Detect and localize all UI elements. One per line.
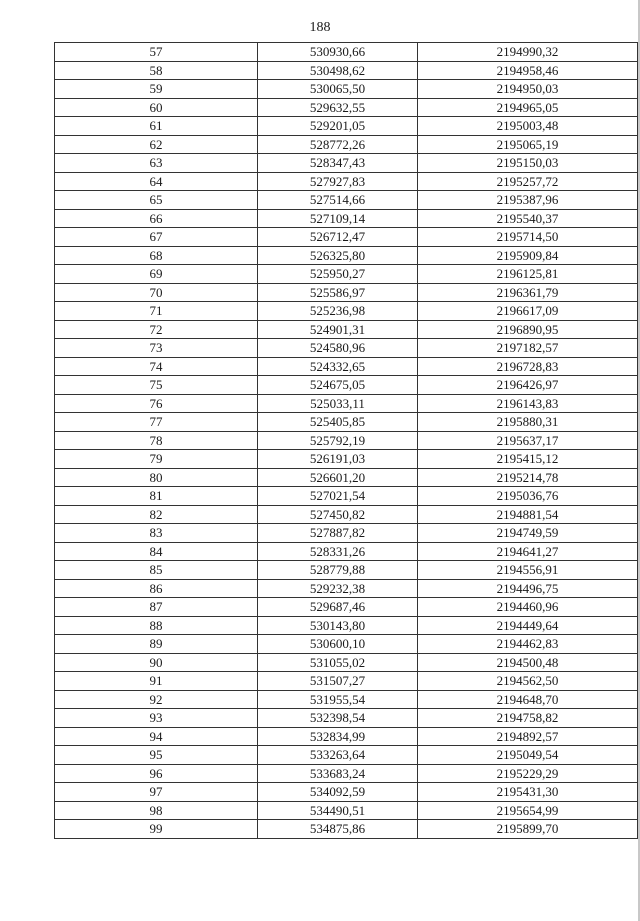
- x-coordinate-cell: 527927,83: [258, 172, 418, 191]
- y-coordinate-cell: 2196617,09: [418, 302, 638, 321]
- table-row: [55, 376, 638, 395]
- y-coordinate-cell: 2194758,82: [418, 709, 638, 728]
- table-row: [55, 653, 638, 672]
- y-coordinate-cell: 2195049,54: [418, 746, 638, 765]
- y-coordinate-cell: 2195003,48: [418, 117, 638, 136]
- point-number-cell: 60: [55, 98, 258, 117]
- point-number-cell: 62: [55, 135, 258, 154]
- table-row: [55, 154, 638, 173]
- x-coordinate-cell: 526601,20: [258, 468, 418, 487]
- table-row: [55, 98, 638, 117]
- point-number-cell: 73: [55, 339, 258, 358]
- point-number-cell: 85: [55, 561, 258, 580]
- table-row: [55, 61, 638, 80]
- y-coordinate-cell: 2194500,48: [418, 653, 638, 672]
- point-number-cell: 63: [55, 154, 258, 173]
- y-coordinate-cell: 2196361,79: [418, 283, 638, 302]
- point-number-cell: 61: [55, 117, 258, 136]
- point-number-cell: 59: [55, 80, 258, 99]
- x-coordinate-cell: 530600,10: [258, 635, 418, 654]
- y-coordinate-cell: 2195387,96: [418, 191, 638, 210]
- table-row: [55, 690, 638, 709]
- x-coordinate-cell: 533683,24: [258, 764, 418, 783]
- point-number-cell: 98: [55, 801, 258, 820]
- x-coordinate-cell: 532398,54: [258, 709, 418, 728]
- x-coordinate-cell: 534875,86: [258, 820, 418, 839]
- table-row: [55, 820, 638, 839]
- y-coordinate-cell: 2194449,64: [418, 616, 638, 635]
- point-number-cell: 87: [55, 598, 258, 617]
- y-coordinate-cell: 2197182,57: [418, 339, 638, 358]
- x-coordinate-cell: 528772,26: [258, 135, 418, 154]
- x-coordinate-cell: 527450,82: [258, 505, 418, 524]
- table-row: [55, 172, 638, 191]
- point-number-cell: 90: [55, 653, 258, 672]
- y-coordinate-cell: 2196890,95: [418, 320, 638, 339]
- point-number-cell: 86: [55, 579, 258, 598]
- point-number-cell: 79: [55, 450, 258, 469]
- x-coordinate-cell: 525033,11: [258, 394, 418, 413]
- point-number-cell: 58: [55, 61, 258, 80]
- point-number-cell: 65: [55, 191, 258, 210]
- table-row: [55, 468, 638, 487]
- y-coordinate-cell: 2194881,54: [418, 505, 638, 524]
- x-coordinate-cell: 531507,27: [258, 672, 418, 691]
- y-coordinate-cell: 2195431,30: [418, 783, 638, 802]
- table-row: [55, 283, 638, 302]
- point-number-cell: 92: [55, 690, 258, 709]
- x-coordinate-cell: 529687,46: [258, 598, 418, 617]
- point-number-cell: 84: [55, 542, 258, 561]
- point-number-cell: 72: [55, 320, 258, 339]
- table-row: [55, 339, 638, 358]
- x-coordinate-cell: 530065,50: [258, 80, 418, 99]
- y-coordinate-cell: 2195637,17: [418, 431, 638, 450]
- x-coordinate-cell: 529201,05: [258, 117, 418, 136]
- point-number-cell: 76: [55, 394, 258, 413]
- point-number-cell: 88: [55, 616, 258, 635]
- table-row: [55, 209, 638, 228]
- point-number-cell: 91: [55, 672, 258, 691]
- y-coordinate-cell: 2195415,12: [418, 450, 638, 469]
- point-number-cell: 69: [55, 265, 258, 284]
- point-number-cell: 78: [55, 431, 258, 450]
- x-coordinate-cell: 528779,88: [258, 561, 418, 580]
- x-coordinate-cell: 527021,54: [258, 487, 418, 506]
- table-row: [55, 43, 638, 62]
- table-row: [55, 117, 638, 136]
- table-row: [55, 783, 638, 802]
- x-coordinate-cell: 524580,96: [258, 339, 418, 358]
- page-number: 188: [309, 20, 331, 35]
- table-row: [55, 561, 638, 580]
- y-coordinate-cell: 2194496,75: [418, 579, 638, 598]
- y-coordinate-cell: 2194990,32: [418, 43, 638, 62]
- x-coordinate-cell: 526712,47: [258, 228, 418, 247]
- table-row: [55, 246, 638, 265]
- x-coordinate-cell: 524332,65: [258, 357, 418, 376]
- y-coordinate-cell: 2195880,31: [418, 413, 638, 432]
- x-coordinate-cell: 525792,19: [258, 431, 418, 450]
- y-coordinate-cell: 2196125,81: [418, 265, 638, 284]
- point-number-cell: 71: [55, 302, 258, 321]
- table-row: [55, 727, 638, 746]
- point-number-cell: 68: [55, 246, 258, 265]
- table-row: [55, 80, 638, 99]
- point-number-cell: 75: [55, 376, 258, 395]
- y-coordinate-cell: 2195065,19: [418, 135, 638, 154]
- y-coordinate-cell: 2195654,99: [418, 801, 638, 820]
- y-coordinate-cell: 2194641,27: [418, 542, 638, 561]
- point-number-cell: 82: [55, 505, 258, 524]
- table-row: [55, 265, 638, 284]
- x-coordinate-cell: 524901,31: [258, 320, 418, 339]
- y-coordinate-cell: 2195540,37: [418, 209, 638, 228]
- x-coordinate-cell: 530930,66: [258, 43, 418, 62]
- table-row: [55, 801, 638, 820]
- table-row: [55, 635, 638, 654]
- table-row: [55, 616, 638, 635]
- point-number-cell: 89: [55, 635, 258, 654]
- x-coordinate-cell: 528331,26: [258, 542, 418, 561]
- x-coordinate-cell: 525586,97: [258, 283, 418, 302]
- x-coordinate-cell: 529632,55: [258, 98, 418, 117]
- point-number-cell: 80: [55, 468, 258, 487]
- x-coordinate-cell: 534490,51: [258, 801, 418, 820]
- table-row: [55, 764, 638, 783]
- coordinates-table: [54, 42, 638, 839]
- table-row: [55, 487, 638, 506]
- table-row: [55, 135, 638, 154]
- point-number-cell: 81: [55, 487, 258, 506]
- table-row: [55, 394, 638, 413]
- table-row: [55, 524, 638, 543]
- x-coordinate-cell: 526325,80: [258, 246, 418, 265]
- x-coordinate-cell: 524675,05: [258, 376, 418, 395]
- table-row: [55, 598, 638, 617]
- point-number-cell: 74: [55, 357, 258, 376]
- table-row: [55, 302, 638, 321]
- y-coordinate-cell: 2195214,78: [418, 468, 638, 487]
- y-coordinate-cell: 2196426,97: [418, 376, 638, 395]
- point-number-cell: 67: [55, 228, 258, 247]
- table-row: [55, 450, 638, 469]
- x-coordinate-cell: 527109,14: [258, 209, 418, 228]
- y-coordinate-cell: 2195036,76: [418, 487, 638, 506]
- y-coordinate-cell: 2194460,96: [418, 598, 638, 617]
- table-row: [55, 228, 638, 247]
- y-coordinate-cell: 2194462,83: [418, 635, 638, 654]
- table-row: [55, 579, 638, 598]
- x-coordinate-cell: 530143,80: [258, 616, 418, 635]
- coordinates-table-body: [55, 43, 638, 839]
- x-coordinate-cell: 532834,99: [258, 727, 418, 746]
- point-number-cell: 83: [55, 524, 258, 543]
- x-coordinate-cell: 525405,85: [258, 413, 418, 432]
- x-coordinate-cell: 531055,02: [258, 653, 418, 672]
- table-row: [55, 413, 638, 432]
- y-coordinate-cell: 2195909,84: [418, 246, 638, 265]
- y-coordinate-cell: 2194965,05: [418, 98, 638, 117]
- y-coordinate-cell: 2196143,83: [418, 394, 638, 413]
- y-coordinate-cell: 2194556,91: [418, 561, 638, 580]
- point-number-cell: 97: [55, 783, 258, 802]
- point-number-cell: 94: [55, 727, 258, 746]
- y-coordinate-cell: 2194749,59: [418, 524, 638, 543]
- table-row: [55, 672, 638, 691]
- table-row: [55, 709, 638, 728]
- point-number-cell: 66: [55, 209, 258, 228]
- x-coordinate-cell: 528347,43: [258, 154, 418, 173]
- table-row: [55, 746, 638, 765]
- point-number-cell: 57: [55, 43, 258, 62]
- y-coordinate-cell: 2194950,03: [418, 80, 638, 99]
- point-number-cell: 64: [55, 172, 258, 191]
- table-row: [55, 431, 638, 450]
- y-coordinate-cell: 2194892,57: [418, 727, 638, 746]
- x-coordinate-cell: 527887,82: [258, 524, 418, 543]
- x-coordinate-cell: 530498,62: [258, 61, 418, 80]
- x-coordinate-cell: 533263,64: [258, 746, 418, 765]
- table-row: [55, 542, 638, 561]
- point-number-cell: 96: [55, 764, 258, 783]
- table-row: [55, 320, 638, 339]
- y-coordinate-cell: 2195150,03: [418, 154, 638, 173]
- y-coordinate-cell: 2194958,46: [418, 61, 638, 80]
- y-coordinate-cell: 2195229,29: [418, 764, 638, 783]
- x-coordinate-cell: 534092,59: [258, 783, 418, 802]
- y-coordinate-cell: 2195714,50: [418, 228, 638, 247]
- x-coordinate-cell: 531955,54: [258, 690, 418, 709]
- point-number-cell: 77: [55, 413, 258, 432]
- table-row: [55, 357, 638, 376]
- x-coordinate-cell: 525236,98: [258, 302, 418, 321]
- x-coordinate-cell: 525950,27: [258, 265, 418, 284]
- point-number-cell: 99: [55, 820, 258, 839]
- x-coordinate-cell: 527514,66: [258, 191, 418, 210]
- point-number-cell: 70: [55, 283, 258, 302]
- y-coordinate-cell: 2195257,72: [418, 172, 638, 191]
- y-coordinate-cell: 2195899,70: [418, 820, 638, 839]
- y-coordinate-cell: 2194648,70: [418, 690, 638, 709]
- point-number-cell: 95: [55, 746, 258, 765]
- point-number-cell: 93: [55, 709, 258, 728]
- table-row: [55, 191, 638, 210]
- table-row: [55, 505, 638, 524]
- y-coordinate-cell: 2194562,50: [418, 672, 638, 691]
- y-coordinate-cell: 2196728,83: [418, 357, 638, 376]
- x-coordinate-cell: 526191,03: [258, 450, 418, 469]
- x-coordinate-cell: 529232,38: [258, 579, 418, 598]
